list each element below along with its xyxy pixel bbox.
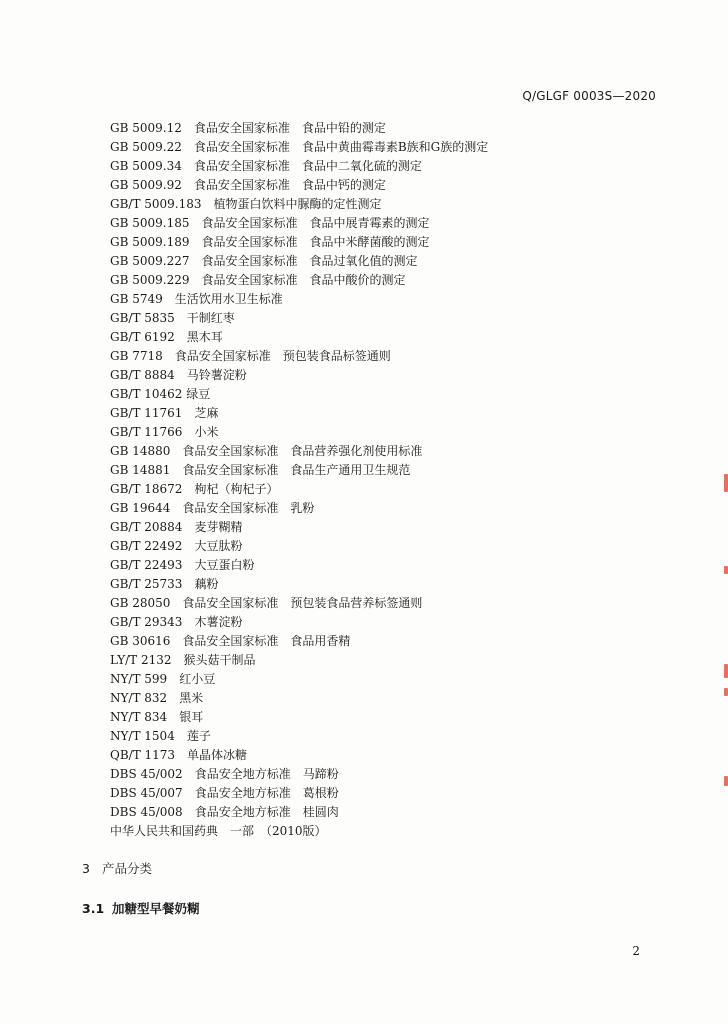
reference-item: NY/T 834 银耳: [110, 710, 204, 724]
reference-item: GB/T 5835 干制红枣: [110, 311, 235, 325]
reference-item: GB/T 11761 芝麻: [110, 406, 219, 420]
normative-references-list: [110, 119, 488, 841]
reference-item: GB 14881 食品安全国家标准 食品生产通用卫生规范: [110, 463, 411, 477]
section-3-1-heading: [82, 899, 200, 917]
reference-item: GB 5009.189 食品安全国家标准 食品中米酵菌酸的测定: [110, 235, 430, 249]
reference-item: DBS 45/007 食品安全地方标准 葛根粉: [110, 786, 339, 800]
reference-item: GB/T 18672 枸杞（枸杞子）: [110, 482, 279, 496]
section-number: 3: [82, 861, 90, 876]
reference-item: GB 5009.227 食品安全国家标准 食品过氧化值的测定: [110, 254, 418, 268]
reference-item: LY/T 2132 猴头菇干制品: [110, 653, 256, 667]
reference-item: QB/T 1173 单晶体冰糖: [110, 748, 248, 762]
reference-item: GB/T 5009.183 植物蛋白饮料中脲酶的定性测定: [110, 197, 382, 211]
section-title: 产品分类: [102, 861, 153, 876]
reference-item: GB 7718 食品安全国家标准 预包装食品标签通则: [110, 349, 391, 363]
document-code: Q/GLGF 0003S—2020: [522, 89, 656, 103]
seal-edge-mark: [724, 566, 728, 574]
reference-item: GB 5009.185 食品安全国家标准 食品中展青霉素的测定: [110, 216, 430, 230]
reference-item: GB/T 22492 大豆肽粉: [110, 539, 243, 553]
seal-edge-mark: [724, 474, 728, 492]
reference-item: GB/T 11766 小米: [110, 425, 219, 439]
reference-item: GB 28050 食品安全国家标准 预包装食品营养标签通则: [110, 596, 423, 610]
reference-item: GB 5749 生活饮用水卫生标准: [110, 292, 283, 306]
reference-item: GB 5009.92 食品安全国家标准 食品中钙的测定: [110, 178, 386, 192]
reference-item: GB/T 25733 藕粉: [110, 577, 219, 591]
reference-item: GB 5009.34 食品安全国家标准 食品中二氧化硫的测定: [110, 159, 422, 173]
reference-item: NY/T 599 红小豆: [110, 672, 216, 686]
reference-item: GB 5009.229 食品安全国家标准 食品中酸价的测定: [110, 273, 406, 287]
section-title: 加糖型早餐奶糊: [112, 901, 200, 916]
reference-item: DBS 45/008 食品安全地方标准 桂圆肉: [110, 805, 339, 819]
reference-item: GB/T 10462 绿豆: [110, 387, 211, 401]
page-number: 2: [632, 944, 640, 958]
seal-edge-mark: [724, 776, 728, 786]
reference-item: GB 5009.22 食品安全国家标准 食品中黄曲霉毒素B族和G族的测定: [110, 140, 489, 154]
reference-item: GB/T 6192 黑木耳: [110, 330, 223, 344]
reference-item: GB/T 8884 马铃薯淀粉: [110, 368, 247, 382]
seal-edge-mark: [724, 688, 728, 696]
reference-item: GB/T 29343 木薯淀粉: [110, 615, 243, 629]
reference-item: NY/T 1504 莲子: [110, 729, 211, 743]
reference-item: DBS 45/002 食品安全地方标准 马蹄粉: [110, 767, 339, 781]
reference-item: 中华人民共和国药典 一部 （2010版）: [110, 824, 327, 838]
reference-item: GB 5009.12 食品安全国家标准 食品中铅的测定: [110, 121, 386, 135]
reference-item: GB/T 20884 麦芽糊精: [110, 520, 243, 534]
reference-item: GB 30616 食品安全国家标准 食品用香精: [110, 634, 351, 648]
section-3-heading: [82, 859, 152, 877]
section-number: 3.1: [82, 901, 105, 916]
reference-item: NY/T 832 黑米: [110, 691, 204, 705]
reference-item: GB 19644 食品安全国家标准 乳粉: [110, 501, 315, 515]
seal-edge-mark: [724, 664, 728, 678]
reference-item: GB/T 22493 大豆蛋白粉: [110, 558, 255, 572]
reference-item: GB 14880 食品安全国家标准 食品营养强化剂使用标准: [110, 444, 423, 458]
